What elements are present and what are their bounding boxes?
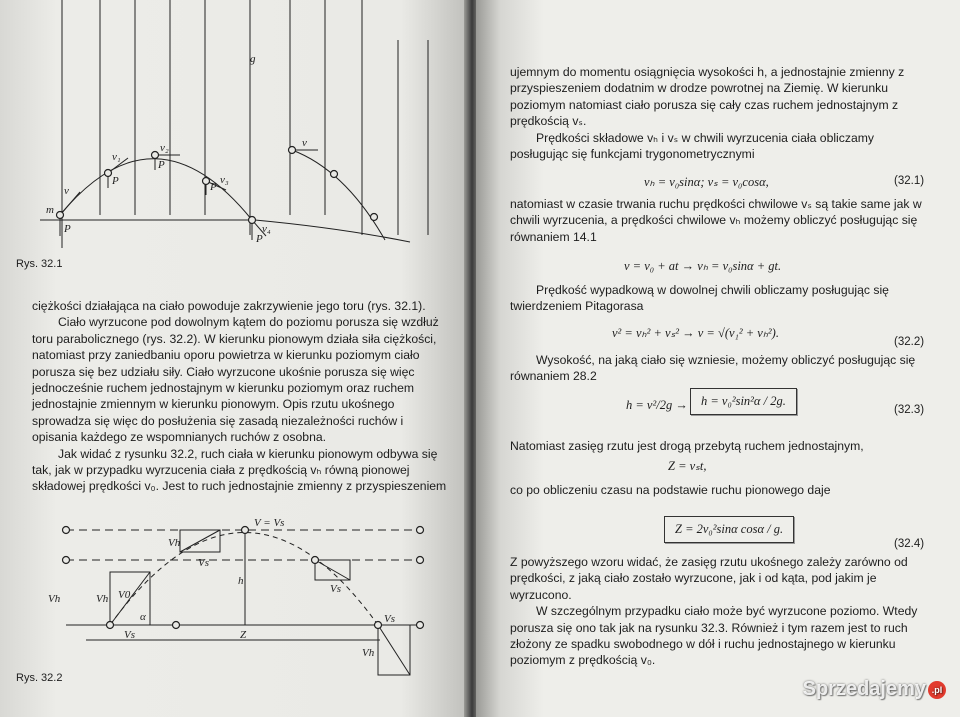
right-page xyxy=(476,0,960,717)
fig2-label-v0: V0 xyxy=(118,589,131,601)
fig1-label-v1: v₁ xyxy=(112,151,121,163)
left-paragraph-3: Jak widać z rysunku 32.2, ruch ciała w kierunku pionowym odbywa się tak, jak w przypadku wyrzucenia ciała z prędkością vₕ równą pionowej składowej prędkości v₀. Jest to ruch jednostajnie zmienny z przyspieszeniem xyxy=(32,446,447,494)
fig1-label-p5: P xyxy=(256,233,263,245)
left-paragraph-1: ciężkości działająca na ciało powoduje zakrzywienie jego toru (rys. 32.1). xyxy=(32,299,426,313)
right-p2-text: Prędkości składowe vₕ i vₛ w chwili wyrzucenia ciała obliczamy posługując się funkcjami trygonometrycznymi xyxy=(510,130,874,162)
right-paragraph-4: Prędkość wypadkową w dowolnej chwili obliczamy posługując się twierdzeniem Pitagorasa xyxy=(510,283,889,314)
right-paragraph-1 xyxy=(510,64,928,162)
watermark-text: Sprzedajemy xyxy=(802,678,926,700)
fig2-label-h: h xyxy=(238,575,244,587)
fig2-label-vh-2: Vh xyxy=(96,593,109,605)
fig1-label-v-2: v xyxy=(302,137,307,149)
left-text xyxy=(32,298,450,495)
fig1-label-v4: v₄ xyxy=(262,223,271,235)
fig2-label-alpha: α xyxy=(140,611,146,623)
fig1-label-m: m xyxy=(46,204,54,216)
fig1-label-p2: P xyxy=(112,175,119,187)
figure-32-2 xyxy=(0,510,472,710)
figure-32-1 xyxy=(0,0,472,280)
right-paragraph-3: natomiast w czasie trwania ruchu prędkości chwilowe vₛ są takie same jak w chwili wyrzucenia, a prędkości chwilowe vₕ możemy obliczyć posługując się równaniem 14.1 xyxy=(510,197,922,244)
equation-32-3-number: (32.3) xyxy=(894,404,925,416)
fig2-label-z: Z xyxy=(240,629,247,641)
right-p8-text: Z powyższego wzoru widać, że zasięg rzutu ukośnego zależy zarówno od prędkości, z jaką ciało zostało wyrzucone, jak i od kąta, pod jakim je wyrzucono. xyxy=(510,555,908,602)
right-paragraph-7: co po obliczeniu czasu na podstawie ruchu pionowego daje xyxy=(510,483,831,497)
equation-32-3-left: h = v²/2g → xyxy=(626,398,688,412)
fig1-label-p1: P xyxy=(64,223,71,235)
left-paragraph-2: Ciało wyrzucone pod dowolnym kątem do poziomu porusza się wzdłuż toru parabolicznego (rys. 32.2). W kierunku pionowym działa siła ciężkości, natomiast przy zaniedbaniu oporu powietrza w kierunku poziomym ciało porusza się bez udziału siły. Ciało wyrzucone ukośnie porusza się więc jednocześnie ruchem jednostajnym w kierunku poziomym oraz ruchem jednostajnie zmiennym w kierunku pionowym. Opis rzutu ukośnego sprowadza się więc do posłużenia się zasadą niezależności ruchów i opisania każdego ze wspomnianych ruchów z osobna. xyxy=(32,315,439,445)
right-paragraph-8 xyxy=(510,554,928,669)
watermark-logo xyxy=(803,678,946,701)
fig2-label-vs-2: Vs xyxy=(198,557,209,569)
right-p9-text: W szczególnym przypadku ciało może być wyrzucone poziomo. Wtedy porusza się ono tak jak na rysunku 32.3. Również i tym razem jest to ruch złożony ze spadku swobodnego w dół i ruchu jednostajnego w kierunku poziomym z prędkością v₀. xyxy=(510,604,918,668)
right-p1-text: ujemnym do momentu osiągnięcia wysokości h, a jednostajnie zmienny z przyspieszeniem dodatnim w drodze powrotnej na Ziemię. W kierunku poziomym natomiast ciało porusza się cały czas ruchem jednostajnym z prędkością vₛ. xyxy=(510,65,905,129)
fig2-label-vs-3: Vs xyxy=(330,583,341,595)
equation-32-4-boxed: Z = 2v₀²sinα cosα / g. xyxy=(664,516,794,543)
fig1-label-v: v xyxy=(64,185,69,197)
right-paragraph-6: Natomiast zasięg rzutu jest drogą przebytą ruchem jednostajnym, xyxy=(510,439,864,453)
equation-32-1-number: (32.1) xyxy=(894,175,925,187)
left-page xyxy=(0,0,472,717)
fig2-label-vh-3: Vh xyxy=(168,537,181,549)
watermark-suffix: .pl xyxy=(928,681,946,699)
fig1-label-p3: P xyxy=(158,159,165,171)
equation-range: Z = vₛt, xyxy=(668,459,707,473)
fig2-label-vh-1: Vh xyxy=(48,593,61,605)
figure-32-1-caption: Rys. 32.1 xyxy=(16,258,63,270)
fig1-label-p4: P xyxy=(210,181,217,193)
equation-32-3-boxed: h = v₀²sin²α / 2g. xyxy=(690,388,797,415)
fig1-label-g: g xyxy=(250,53,256,65)
equation-32-1: vₕ = v₀sinα; vₛ = v₀cosα, xyxy=(644,175,769,189)
fig2-label-v-eq-vs: V = Vs xyxy=(254,517,285,529)
fig2-label-vs-1: Vs xyxy=(124,629,135,641)
fig2-label-vh-4: Vh xyxy=(362,647,375,659)
fig2-label-vs-4: Vs xyxy=(384,613,395,625)
right-paragraph-5: Wysokość, na jaką ciało się wzniesie, możemy obliczyć posługując się równaniem 28.2 xyxy=(510,353,916,384)
equation-motion: v = v₀ + at → vₕ = v₀sinα + gt. xyxy=(624,259,782,273)
fig1-label-v3: v₃ xyxy=(220,174,229,186)
equation-32-2-number: (32.2) xyxy=(894,336,925,348)
equation-32-2: v² = vₕ² + vₛ² → v = √(v₁² + vₕ²). xyxy=(612,326,779,340)
fig1-label-v2: v₂ xyxy=(160,142,169,154)
equation-32-4-number: (32.4) xyxy=(894,538,925,550)
figure-32-2-caption: Rys. 32.2 xyxy=(16,672,63,684)
